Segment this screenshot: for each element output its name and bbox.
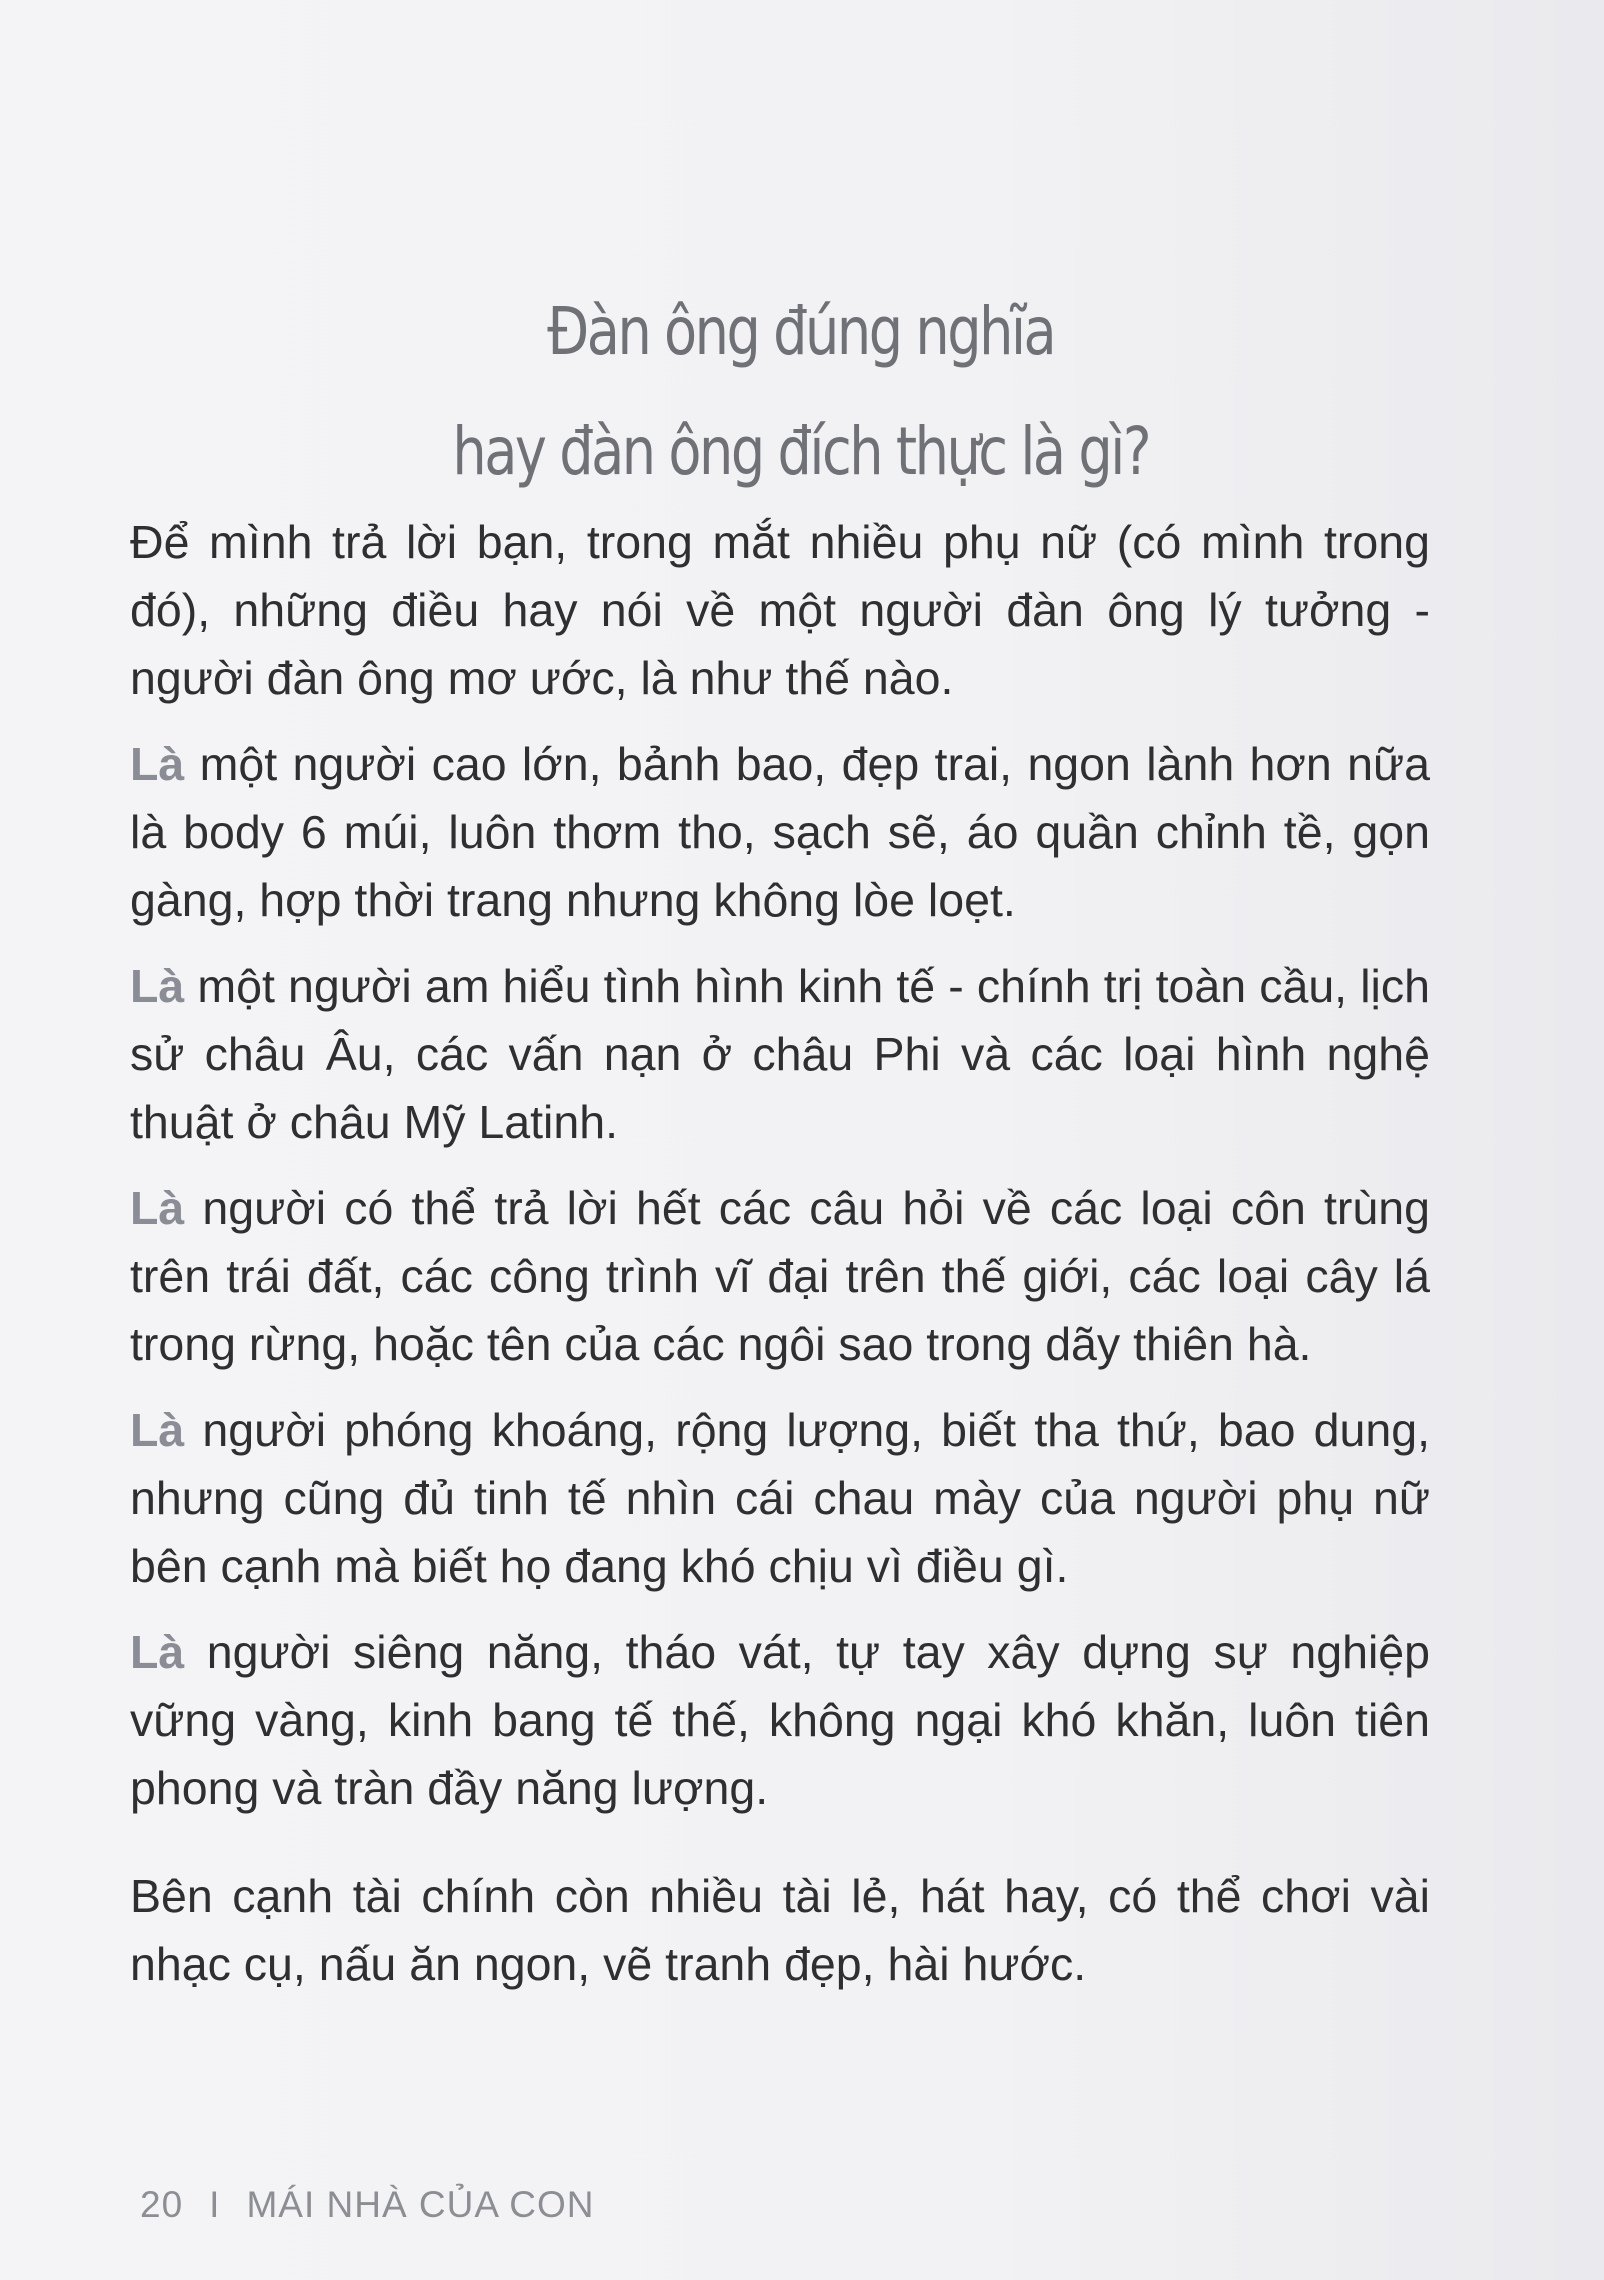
chapter-title-line-1: Đàn ông đúng nghĩa bbox=[547, 293, 1055, 371]
paragraph-text: người siêng năng, tháo vát, tự tay xây dựng sự nghiệp vững vàng, kinh bang tế thế, không ngại khó khăn, luôn tiên phong và tràn đầy năng lượng. bbox=[130, 1626, 1430, 1814]
paragraph-text: một người cao lớn, bảnh bao, đẹp trai, ngon lành hơn nữa là body 6 múi, luôn thơm tho, sạch sẽ, áo quần chỉnh tề, gọn gàng, hợp thời trang nhưng không lòe loẹt. bbox=[130, 738, 1430, 926]
chapter-title-line-2: hay đàn ông đích thực là gì? bbox=[452, 413, 1150, 491]
paragraph-lead-word: Là bbox=[130, 1404, 185, 1456]
running-book-title: MÁI NHÀ CỦA CON bbox=[246, 2184, 595, 2225]
paragraph-text: người phóng khoáng, rộng lượng, biết tha thứ, bao dung, nhưng cũng đủ tinh tế nhìn cái chau mày của người phụ nữ bên cạnh mà biết họ đang khó chịu vì điều gì. bbox=[130, 1404, 1430, 1592]
paragraph-text: người có thể trả lời hết các câu hỏi về các loại côn trùng trên trái đất, các công trình vĩ đại trên thế giới, các loại cây lá trong rừng, hoặc tên của các ngôi sao trong dãy thiên hà. bbox=[130, 1182, 1430, 1370]
chapter-title bbox=[143, 272, 1458, 512]
paragraph-lead-word: Là bbox=[130, 960, 185, 1012]
body-text bbox=[130, 508, 1430, 2016]
paragraph-lead-word: Là bbox=[130, 738, 185, 790]
page-number: 20 bbox=[140, 2184, 184, 2225]
page-footer bbox=[140, 2184, 594, 2226]
paragraph-text: Để mình trả lời bạn, trong mắt nhiều phụ nữ (có mình trong đó), những điều hay nói về một người đàn ông lý tưởng - người đàn ông mơ ước, là như thế nào. bbox=[130, 516, 1430, 704]
paragraph-answers bbox=[130, 1174, 1430, 1378]
paragraph-generous bbox=[130, 1396, 1430, 1600]
paragraph-appearance bbox=[130, 730, 1430, 934]
paragraph-lead-word: Là bbox=[130, 1626, 185, 1678]
paragraph-intro bbox=[130, 508, 1430, 712]
paragraph-text: Bên cạnh tài chính còn nhiều tài lẻ, hát hay, có thể chơi vài nhạc cụ, nấu ăn ngon, vẽ tranh đẹp, hài hước. bbox=[130, 1870, 1430, 1990]
paragraph-diligent bbox=[130, 1618, 1430, 1822]
paragraph-lead-word: Là bbox=[130, 1182, 185, 1234]
paragraph-talents bbox=[130, 1862, 1430, 1998]
paragraph-knowledge bbox=[130, 952, 1430, 1156]
footer-separator: I bbox=[209, 2184, 221, 2225]
paragraph-text: một người am hiểu tình hình kinh tế - chính trị toàn cầu, lịch sử châu Âu, các vấn nạn ở châu Phi và các loại hình nghệ thuật ở châu Mỹ Latinh. bbox=[130, 960, 1430, 1148]
